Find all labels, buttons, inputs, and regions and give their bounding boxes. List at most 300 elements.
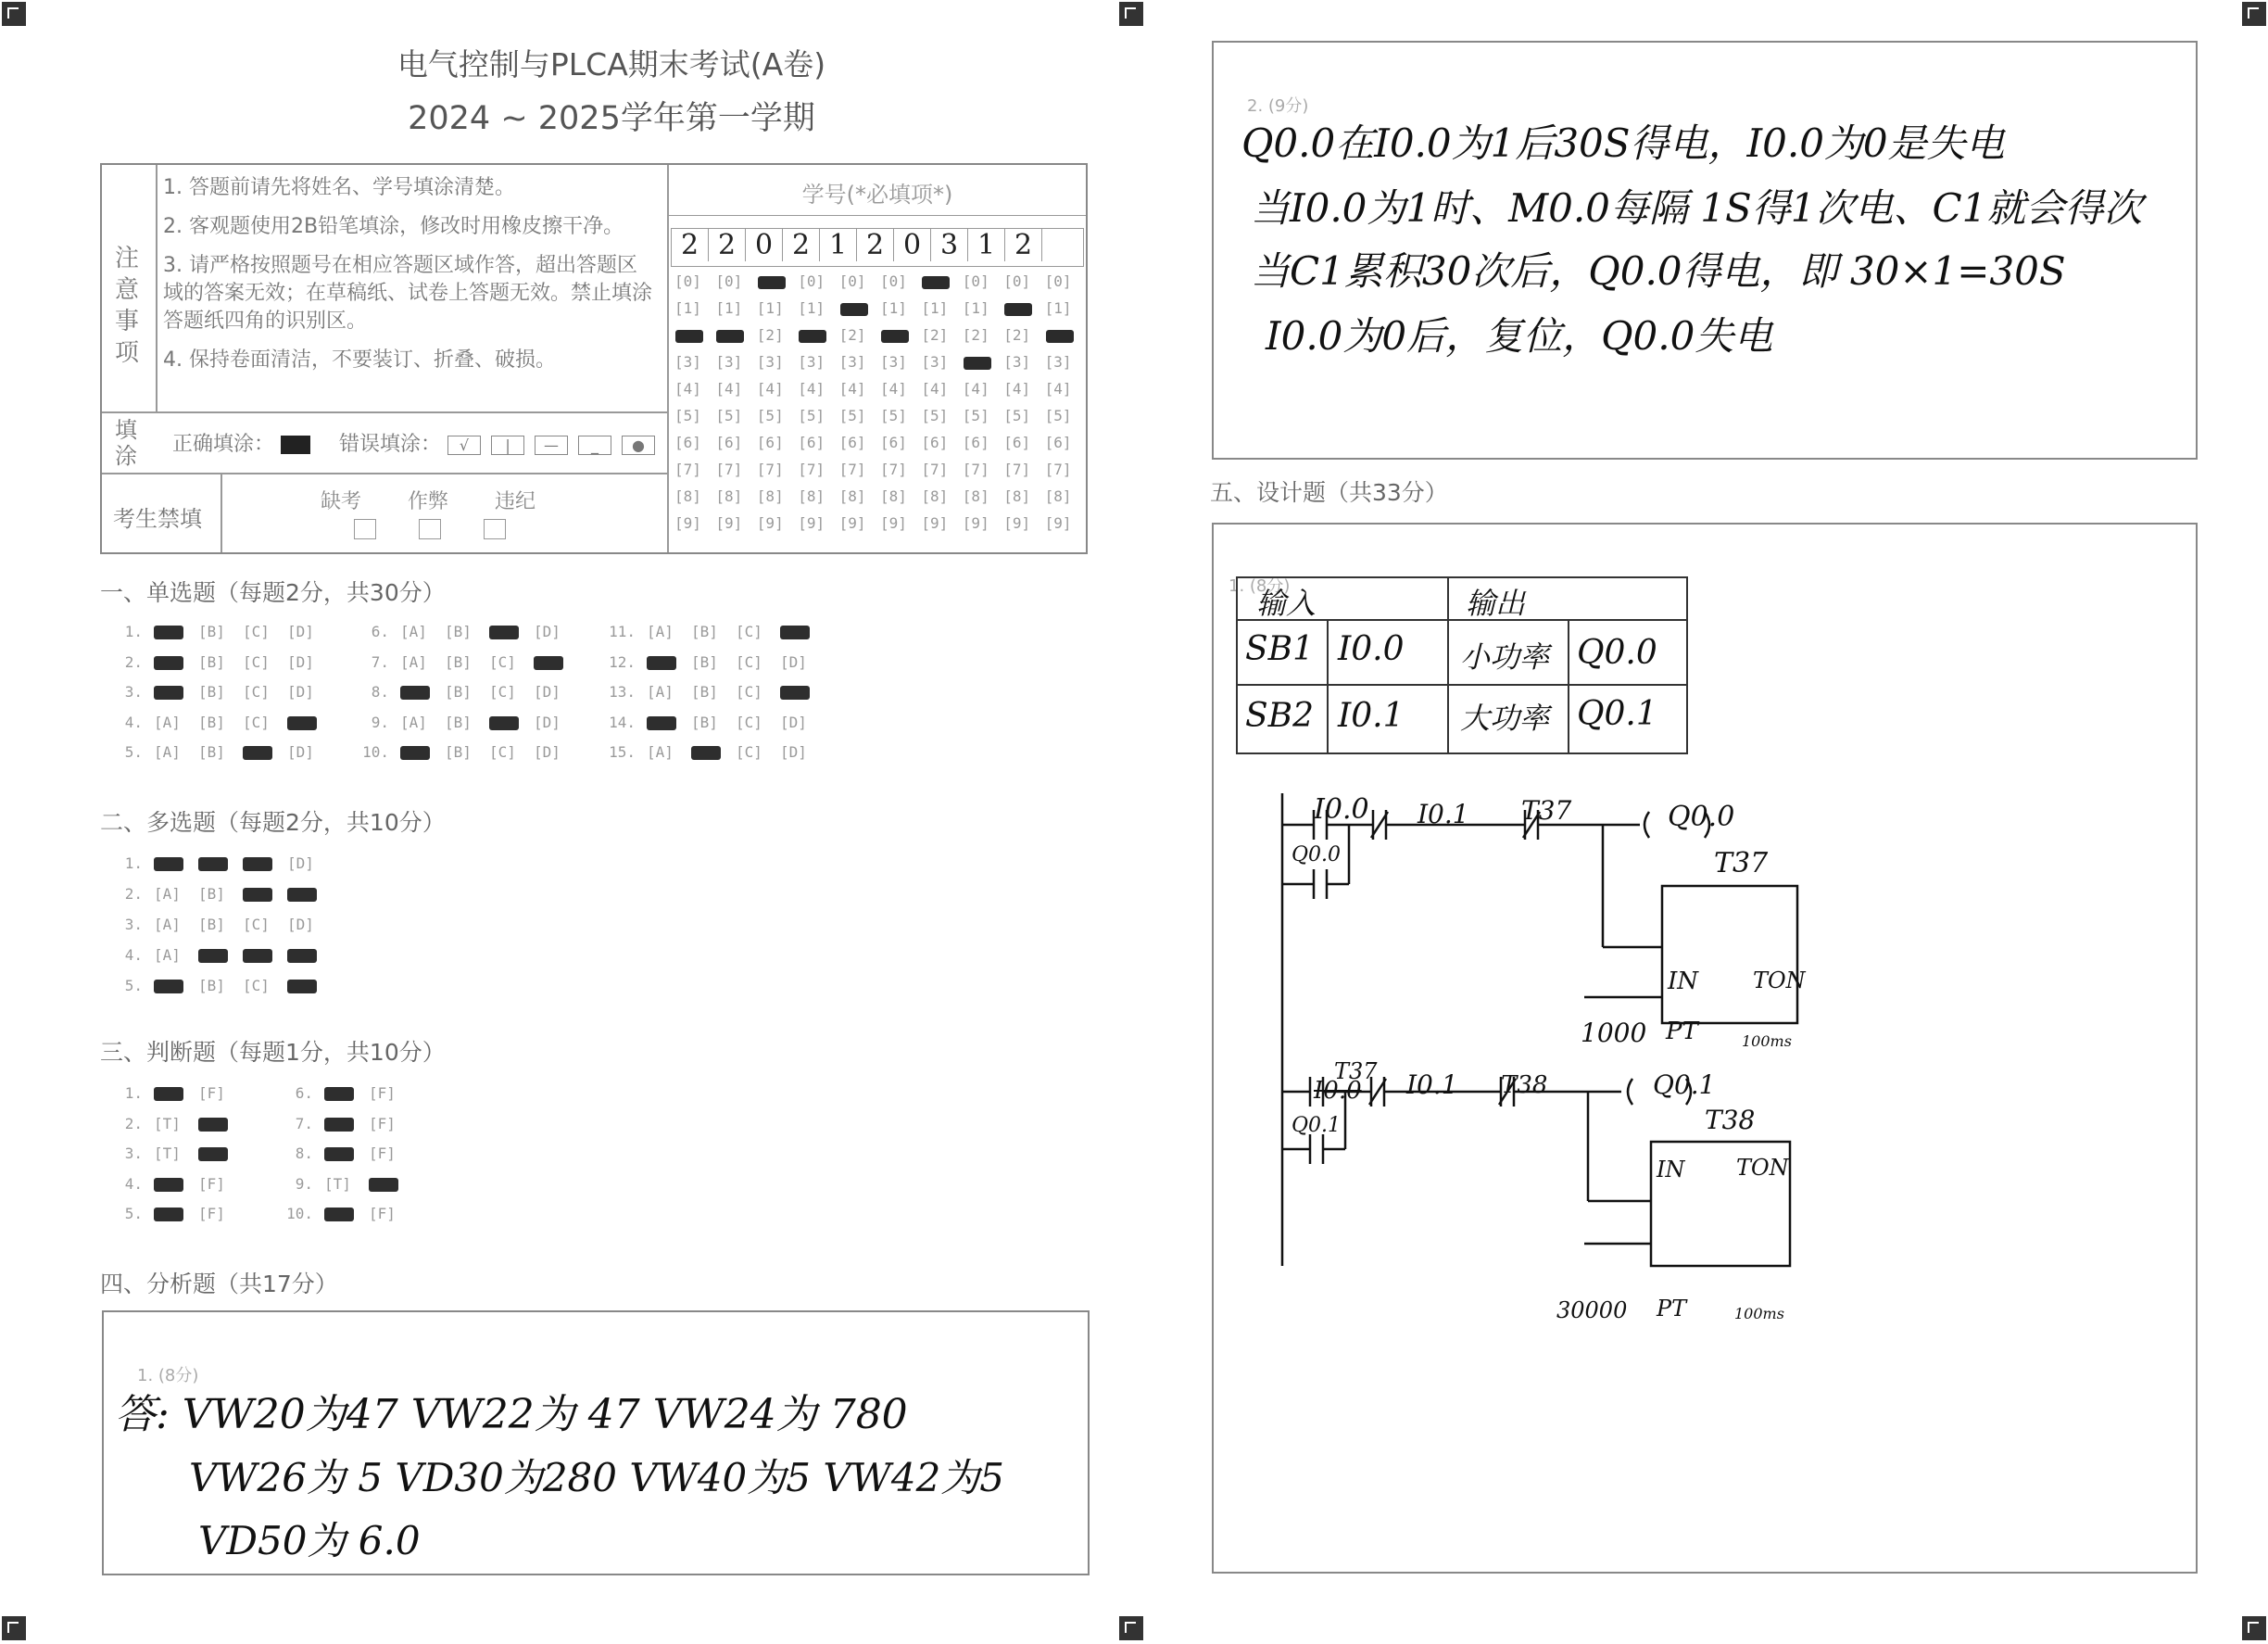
answer-option[interactable]: [D] — [780, 743, 807, 761]
id-bubble[interactable]: [0] — [1003, 272, 1031, 290]
id-bubble[interactable]: [6] — [1044, 434, 1072, 451]
answer-option[interactable]: [C] — [736, 743, 762, 761]
answer-option[interactable]: [D] — [534, 683, 561, 701]
answer-option[interactable] — [287, 977, 332, 994]
answer-option[interactable] — [324, 1205, 369, 1222]
question-row — [282, 1144, 413, 1162]
notice-item-4: 4. 保持卷面清洁，不要装订、折叠、破损。 — [163, 348, 556, 372]
id-bubble[interactable]: [6] — [674, 434, 701, 451]
id-bubble[interactable]: [5] — [674, 407, 701, 424]
answer-option[interactable]: [A] — [647, 743, 674, 761]
answer-option[interactable]: [C] — [489, 683, 516, 701]
id-bubble[interactable]: [9] — [756, 514, 784, 532]
wrong-mark-4: _ — [578, 436, 611, 455]
id-bubble[interactable]: [5] — [880, 407, 907, 424]
answer-option[interactable]: [D] — [780, 652, 807, 671]
io-input-header: 输入 — [1256, 586, 1317, 621]
registration-marker-bottom-left — [2, 1616, 26, 1640]
io-row1-output: Q0.0 — [1577, 634, 1657, 672]
answer-option[interactable] — [287, 714, 332, 731]
answer-option[interactable]: [B] — [445, 743, 472, 761]
question-number: 3. — [124, 683, 143, 701]
id-bubble[interactable]: [1] — [715, 299, 743, 317]
question-row — [282, 1175, 413, 1193]
answer-option[interactable]: [D] — [780, 713, 807, 731]
answer-option[interactable]: [F] — [369, 1084, 396, 1102]
id-bubble[interactable]: [7] — [838, 461, 866, 478]
question-row — [358, 653, 578, 671]
id-bubble[interactable]: [8] — [921, 487, 949, 505]
design-q1-label: 1. (8分) — [1228, 576, 1291, 596]
question-number: 5. — [124, 1205, 143, 1222]
answer-option[interactable]: [B] — [198, 713, 225, 731]
id-bubble[interactable]: [1] — [674, 299, 701, 317]
rung2-timer-label: T38 — [1705, 1105, 1756, 1135]
answer-option[interactable]: [A] — [400, 652, 427, 671]
id-digit-9: 1 — [968, 229, 1005, 261]
rung2-timer-in: IN — [1657, 1157, 1685, 1182]
id-bubble[interactable]: [4] — [715, 380, 743, 398]
answer-option[interactable]: [T] — [154, 1144, 181, 1162]
id-bubble[interactable] — [757, 272, 784, 290]
question-row — [111, 623, 332, 640]
id-bubble[interactable]: [5] — [715, 407, 743, 424]
id-bubble[interactable]: [7] — [1003, 461, 1031, 478]
answer-option[interactable]: [B] — [691, 623, 718, 640]
id-bubble[interactable]: [6] — [962, 434, 989, 451]
answer-option[interactable] — [324, 1084, 369, 1102]
rung1-contact-nc1: I0.1 — [1418, 799, 1469, 829]
id-bubble[interactable]: [8] — [880, 487, 907, 505]
wrong-mark-5: ● — [622, 436, 655, 455]
answer-option[interactable]: [A] — [154, 946, 181, 964]
id-bubble[interactable]: [3] — [1044, 353, 1072, 371]
question-row — [111, 1144, 243, 1162]
answer-option[interactable] — [198, 946, 243, 964]
id-bubble[interactable]: [7] — [921, 461, 949, 478]
rung2-timer-pt-value: 30000 — [1556, 1297, 1628, 1323]
id-bubble[interactable]: [4] — [1044, 380, 1072, 398]
id-bubble[interactable]: [9] — [880, 514, 907, 532]
id-bubble[interactable] — [839, 299, 866, 317]
id-bubble[interactable]: [8] — [1003, 487, 1031, 505]
question-number: 2. — [124, 1114, 143, 1132]
answer-option[interactable] — [489, 623, 534, 640]
wrong-mark-3: — — [535, 436, 568, 455]
id-bubble[interactable]: [9] — [674, 514, 701, 532]
id-bubble[interactable]: [8] — [674, 487, 701, 505]
id-bubble[interactable]: [2] — [756, 326, 784, 344]
id-bubble[interactable]: [0] — [798, 272, 825, 290]
answer-option[interactable]: [B] — [445, 683, 472, 701]
answer-option[interactable]: [C] — [736, 683, 762, 701]
answer-option[interactable]: [B] — [691, 683, 718, 701]
answer-option[interactable]: [D] — [287, 854, 314, 872]
answer-option[interactable] — [691, 743, 736, 761]
question-row — [604, 623, 825, 640]
id-bubble[interactable]: [1] — [880, 299, 907, 317]
student-id-bubble-grid — [674, 272, 1082, 550]
answer-option[interactable]: [F] — [198, 1205, 225, 1222]
id-bubble[interactable]: [4] — [921, 380, 949, 398]
answer-option[interactable] — [243, 743, 287, 761]
id-bubble[interactable]: [9] — [715, 514, 743, 532]
answer-option[interactable]: [A] — [154, 885, 181, 903]
notice-side-label: 注意事项 — [115, 245, 140, 367]
answer-option[interactable]: [C] — [489, 743, 516, 761]
answer-option[interactable]: [T] — [324, 1174, 351, 1193]
answer-option[interactable]: [C] — [243, 713, 270, 731]
id-bubble[interactable]: [9] — [1003, 514, 1031, 532]
question-number: 8. — [295, 1144, 313, 1162]
answer-option[interactable]: [A] — [154, 743, 181, 761]
answer-option[interactable] — [369, 1175, 413, 1193]
answer-option[interactable] — [154, 1084, 198, 1102]
answer-option[interactable] — [154, 1205, 198, 1222]
id-bubble[interactable]: [2] — [921, 326, 949, 344]
io-output-header: 输出 — [1466, 586, 1526, 621]
question-row — [111, 977, 332, 994]
question-row — [111, 653, 332, 671]
rung1-timer-pt: PT — [1666, 1018, 1698, 1045]
io-table — [1236, 576, 1688, 754]
question-row — [111, 1205, 243, 1222]
answer-option[interactable]: [A] — [400, 713, 427, 731]
id-bubble[interactable]: [3] — [1003, 353, 1031, 371]
id-bubble[interactable]: [8] — [715, 487, 743, 505]
rung2-timer-ton: TON — [1736, 1155, 1789, 1181]
id-bubble[interactable] — [674, 326, 701, 344]
question-number: 2. — [124, 885, 143, 903]
id-bubble[interactable]: [7] — [880, 461, 907, 478]
question-row — [111, 916, 332, 933]
question-row — [111, 1175, 243, 1193]
answer-option[interactable] — [243, 854, 287, 872]
id-digit-10: 2 — [1005, 229, 1042, 261]
io-row2-output: Q0.1 — [1577, 695, 1657, 733]
rung1-timer-pt-value: 1000 — [1581, 1018, 1647, 1048]
question-number: 3. — [124, 1144, 143, 1162]
answer-option[interactable] — [400, 743, 445, 761]
answer-option[interactable]: [F] — [369, 1114, 396, 1132]
registration-marker-top-center — [1119, 2, 1143, 26]
id-bubble[interactable]: [4] — [798, 380, 825, 398]
answer-option[interactable] — [287, 885, 332, 903]
answer-option[interactable]: [C] — [736, 652, 762, 671]
id-bubble[interactable]: [3] — [838, 353, 866, 371]
notice-item-1: 1. 答题前请先将姓名、学号填涂清楚。 — [163, 176, 515, 199]
id-digit-1: 2 — [672, 229, 709, 261]
io-row1-load: 小功率 — [1460, 639, 1550, 675]
id-bubble[interactable]: [3] — [715, 353, 743, 371]
id-bubble[interactable]: [0] — [674, 272, 701, 290]
id-bubble[interactable]: [7] — [715, 461, 743, 478]
id-bubble[interactable]: [8] — [798, 487, 825, 505]
answer-option[interactable]: [B] — [445, 652, 472, 671]
id-bubble[interactable]: [6] — [798, 434, 825, 451]
id-bubble[interactable]: [7] — [674, 461, 701, 478]
question-row — [282, 1115, 413, 1132]
answer-option[interactable]: [C] — [243, 977, 270, 994]
answer-option[interactable]: [B] — [691, 713, 718, 731]
question-number: 1. — [124, 854, 143, 872]
id-bubble[interactable]: [4] — [880, 380, 907, 398]
answer-option[interactable]: [D] — [287, 623, 314, 640]
question-number: 9. — [295, 1174, 313, 1193]
io-row2-input: I0.1 — [1338, 697, 1405, 735]
answer-option[interactable]: [A] — [154, 713, 181, 731]
id-bubble[interactable]: [8] — [838, 487, 866, 505]
id-bubble[interactable]: [6] — [715, 434, 743, 451]
answer-option[interactable] — [324, 1144, 369, 1162]
answer-option[interactable] — [647, 653, 691, 671]
question-number: 8. — [371, 683, 389, 701]
rung2-contact-nc1: I0.1 — [1406, 1069, 1458, 1100]
answer-option[interactable]: [D] — [287, 652, 314, 671]
answer-option[interactable] — [243, 885, 287, 903]
answer-option[interactable]: [B] — [198, 885, 225, 903]
answer-option[interactable] — [400, 683, 445, 701]
answer-option[interactable]: [C] — [736, 713, 762, 731]
answer-option[interactable]: [D] — [287, 916, 314, 933]
question-row — [358, 743, 578, 761]
id-bubble[interactable]: [9] — [962, 514, 989, 532]
id-bubble[interactable]: [6] — [921, 434, 949, 451]
answer-option[interactable] — [198, 1144, 243, 1162]
registration-marker-bottom-right — [2242, 1616, 2266, 1640]
id-bubble[interactable] — [921, 272, 948, 290]
analysis-q1-box — [102, 1310, 1090, 1575]
id-bubble[interactable]: [2] — [1003, 326, 1031, 344]
fill-example-row — [172, 428, 655, 457]
question-number: 4. — [124, 946, 143, 964]
id-bubble[interactable]: [5] — [1044, 407, 1072, 424]
analysis-q1-line-3: VD50为 6.0 — [198, 1518, 421, 1563]
answer-option[interactable] — [154, 854, 198, 872]
id-bubble[interactable] — [880, 326, 907, 344]
question-number: 14. — [609, 713, 636, 731]
question-row — [604, 743, 825, 761]
answer-option[interactable] — [154, 683, 198, 701]
proctor-violation-label: 违纪 — [495, 490, 536, 513]
answer-option[interactable]: [D] — [534, 623, 561, 640]
analysis-q2-box — [1212, 41, 2198, 460]
id-bubble[interactable]: [4] — [1003, 380, 1031, 398]
question-row — [111, 714, 332, 731]
answer-option[interactable]: [F] — [369, 1144, 396, 1162]
proctor-cheat-label: 作弊 — [408, 490, 449, 513]
answer-option[interactable] — [780, 623, 825, 640]
id-bubble[interactable]: [2] — [962, 326, 989, 344]
answer-option[interactable]: [B] — [198, 623, 225, 640]
answer-option[interactable]: [B] — [691, 652, 718, 671]
id-bubble[interactable] — [715, 326, 742, 344]
analysis-q2-label: 2. (9分) — [1247, 96, 1309, 116]
analysis-q2-line-4: I0.0为0后，复位，Q0.0失电 — [1266, 313, 1773, 359]
id-bubble[interactable]: [3] — [674, 353, 701, 371]
answer-option[interactable]: [A] — [400, 623, 427, 640]
id-bubble[interactable]: [5] — [921, 407, 949, 424]
answer-option[interactable] — [647, 714, 691, 731]
answer-option[interactable]: [F] — [369, 1205, 396, 1222]
id-bubble[interactable]: [3] — [798, 353, 825, 371]
id-bubble[interactable]: [6] — [838, 434, 866, 451]
id-bubble[interactable]: [7] — [798, 461, 825, 478]
ladder-diagram — [1214, 784, 2140, 1433]
id-bubble[interactable]: [7] — [756, 461, 784, 478]
answer-option[interactable]: [C] — [243, 683, 270, 701]
id-bubble[interactable] — [963, 353, 989, 371]
id-bubble[interactable]: [0] — [880, 272, 907, 290]
id-bubble[interactable]: [9] — [1044, 514, 1072, 532]
question-number: 7. — [295, 1114, 313, 1132]
id-bubble[interactable]: [7] — [1044, 461, 1072, 478]
answer-option[interactable]: [A] — [647, 683, 674, 701]
section3-heading: 三、判断题（每题1分，共10分） — [100, 1039, 446, 1066]
answer-option[interactable]: [C] — [243, 623, 270, 640]
student-id-label: 学号(*必填项*) — [801, 182, 953, 208]
answer-option[interactable]: [B] — [445, 713, 472, 731]
answer-option[interactable] — [324, 1115, 369, 1132]
id-bubble[interactable]: [0] — [962, 272, 989, 290]
question-number: 3. — [124, 916, 143, 933]
answer-option[interactable] — [154, 653, 198, 671]
id-bubble[interactable]: [3] — [880, 353, 907, 371]
answer-option[interactable]: [C] — [243, 916, 270, 933]
answer-option[interactable]: [F] — [198, 1174, 225, 1193]
id-bubble[interactable]: [3] — [756, 353, 784, 371]
answer-option[interactable]: [B] — [198, 652, 225, 671]
id-bubble[interactable]: [4] — [962, 380, 989, 398]
id-bubble[interactable]: [5] — [1003, 407, 1031, 424]
question-row — [111, 854, 332, 872]
id-bubble[interactable]: [5] — [838, 407, 866, 424]
id-bubble[interactable]: [0] — [1044, 272, 1072, 290]
exam-title: 电气控制与PLCA期末考试(A卷) — [397, 46, 826, 82]
question-row — [282, 1084, 413, 1102]
section1-heading: 一、单选题（每题2分，共30分） — [100, 579, 446, 606]
answer-option[interactable] — [198, 854, 243, 872]
answer-option[interactable]: [D] — [534, 713, 561, 731]
answer-option[interactable] — [489, 714, 534, 731]
fill-correct-label: 正确填涂： — [172, 433, 275, 456]
question-row — [111, 683, 332, 701]
rung1-seal-label: Q0.0 — [1292, 843, 1342, 866]
id-bubble[interactable]: [4] — [838, 380, 866, 398]
id-bubble[interactable]: [0] — [715, 272, 743, 290]
answer-option[interactable] — [154, 623, 198, 640]
id-bubble[interactable]: [7] — [962, 461, 989, 478]
id-bubble[interactable] — [1003, 299, 1030, 317]
answer-option[interactable] — [287, 946, 332, 964]
id-digit-5: 1 — [820, 229, 857, 261]
section2-heading: 二、多选题（每题2分，共10分） — [100, 809, 446, 836]
rung1-timer-resolution: 100ms — [1742, 1032, 1792, 1050]
id-bubble[interactable]: [3] — [921, 353, 949, 371]
id-bubble[interactable]: [1] — [1044, 299, 1072, 317]
answer-option[interactable] — [154, 977, 198, 994]
id-bubble[interactable]: [6] — [756, 434, 784, 451]
answer-option[interactable] — [154, 1175, 198, 1193]
answer-option[interactable] — [780, 683, 825, 701]
id-bubble[interactable]: [6] — [1003, 434, 1031, 451]
proctor-absent-label: 缺考 — [321, 490, 362, 513]
notice-list — [163, 174, 654, 374]
analysis-q1-line-2: VW26为 5 VD30为280 VW40为5 VW42为5 — [189, 1455, 1005, 1500]
answer-option[interactable]: [C] — [489, 652, 516, 671]
id-bubble[interactable] — [798, 326, 825, 344]
id-bubble[interactable]: [1] — [798, 299, 825, 317]
answer-option[interactable]: [B] — [198, 683, 225, 701]
question-number: 11. — [609, 623, 636, 640]
answer-option[interactable]: [D] — [534, 743, 561, 761]
id-bubble[interactable]: [9] — [921, 514, 949, 532]
answer-option[interactable] — [243, 946, 287, 964]
id-bubble[interactable]: [9] — [798, 514, 825, 532]
answer-option[interactable]: [B] — [198, 977, 225, 994]
answer-option[interactable] — [198, 1115, 243, 1132]
question-number: 9. — [371, 713, 389, 731]
wrong-mark-2: | — [491, 436, 524, 455]
proctor-absent-checkbox[interactable] — [354, 519, 376, 539]
question-number: 2. — [124, 652, 143, 671]
rung2-coil-label: Q0.1 — [1653, 1069, 1716, 1100]
answer-option[interactable]: [D] — [287, 743, 314, 761]
question-row — [111, 743, 332, 761]
proctor-violation-checkbox[interactable] — [484, 519, 506, 539]
id-digit-4: 2 — [783, 229, 820, 261]
question-row — [111, 1115, 243, 1132]
answer-option[interactable]: [T] — [154, 1114, 181, 1132]
student-id-handwritten — [671, 228, 1084, 267]
id-bubble[interactable] — [1045, 326, 1072, 344]
id-bubble[interactable]: [8] — [1044, 487, 1072, 505]
answer-option[interactable]: [B] — [198, 743, 225, 761]
id-bubble[interactable]: [4] — [674, 380, 701, 398]
id-bubble[interactable]: [1] — [962, 299, 989, 317]
question-number: 4. — [124, 713, 143, 731]
id-bubble[interactable]: [9] — [838, 514, 866, 532]
id-bubble[interactable]: [5] — [798, 407, 825, 424]
answer-option[interactable]: [B] — [198, 916, 225, 933]
id-bubble[interactable]: [0] — [838, 272, 866, 290]
rung1-timer-label: T37 — [1714, 847, 1769, 879]
question-number: 6. — [295, 1084, 313, 1102]
id-bubble[interactable]: [1] — [921, 299, 949, 317]
question-number: 1. — [124, 1084, 143, 1102]
answer-option[interactable]: [A] — [154, 916, 181, 933]
answer-option[interactable]: [D] — [287, 683, 314, 701]
rung1-contact-no: I0.0 — [1314, 793, 1369, 826]
id-bubble[interactable]: [1] — [756, 299, 784, 317]
question-number: 4. — [124, 1174, 143, 1193]
answer-option[interactable]: [F] — [198, 1084, 225, 1102]
answer-option[interactable]: [C] — [736, 623, 762, 640]
id-bubble[interactable]: [8] — [756, 487, 784, 505]
answer-option[interactable] — [534, 653, 578, 671]
id-bubble[interactable]: [2] — [838, 326, 866, 344]
answer-option[interactable]: [B] — [445, 623, 472, 640]
id-bubble[interactable]: [5] — [962, 407, 989, 424]
id-bubble[interactable]: [4] — [756, 380, 784, 398]
answer-option[interactable]: [C] — [243, 652, 270, 671]
answer-option[interactable]: [A] — [647, 623, 674, 640]
id-bubble[interactable]: [6] — [880, 434, 907, 451]
id-bubble[interactable]: [5] — [756, 407, 784, 424]
design-q1-box — [1212, 523, 2198, 1574]
proctor-cheat-checkbox[interactable] — [419, 519, 441, 539]
id-bubble[interactable]: [8] — [962, 487, 989, 505]
